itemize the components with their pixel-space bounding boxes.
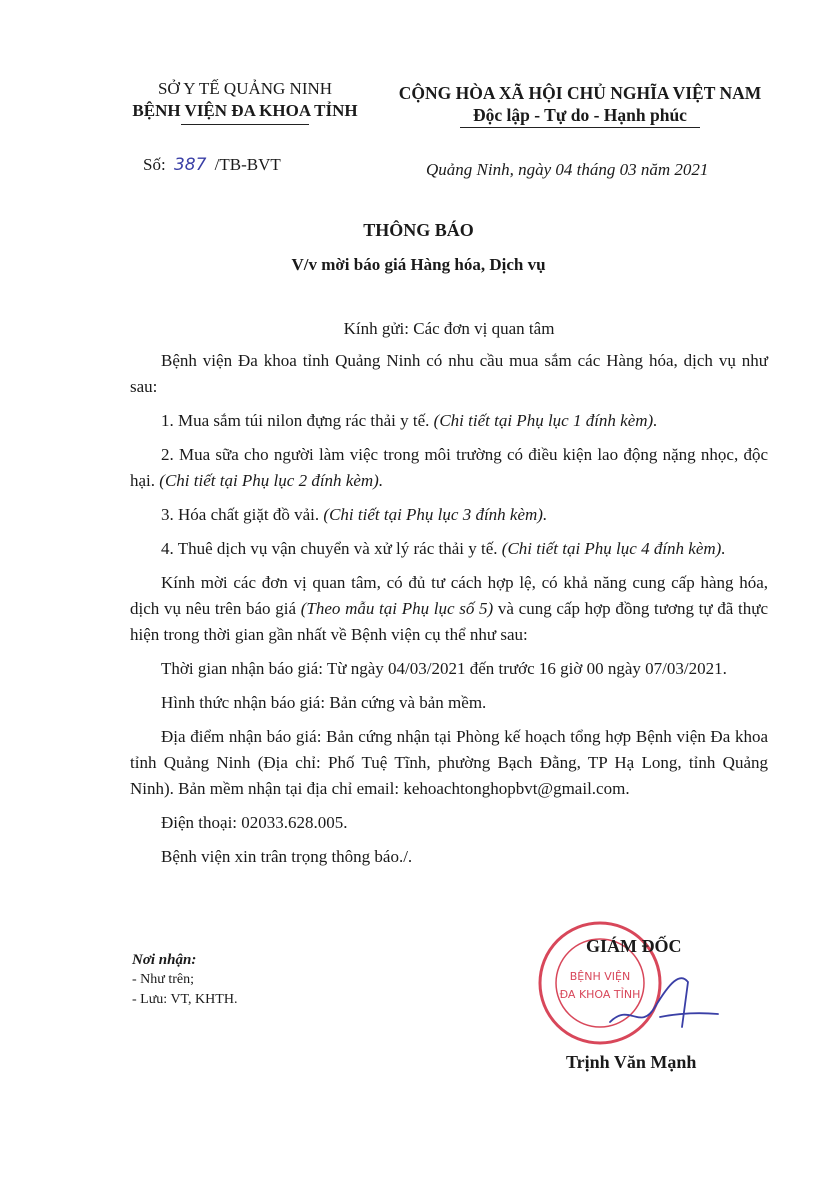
- document-subtitle: V/v mời báo giá Hàng hóa, Dịch vụ: [291, 255, 546, 274]
- item-2-note: (Chi tiết tại Phụ lục 2 đính kèm).: [159, 471, 384, 490]
- issuing-org-header: [95, 78, 395, 125]
- list-item-4: [130, 536, 768, 562]
- intro-paragraph: Bệnh viện Đa khoa tỉnh Quảng Ninh có nhu cầu mua sắm các Hàng hóa, dịch vụ như sau:: [130, 351, 768, 396]
- motto-underline: [460, 127, 700, 128]
- recipient-item: - Như trên;: [132, 972, 195, 987]
- signature-stroke: [610, 978, 718, 1027]
- recipient-item: - Lưu: VT, KHTH.: [132, 992, 238, 1007]
- phone-paragraph: Điện thoại: 02033.628.005.: [161, 813, 348, 832]
- document-body: [130, 316, 768, 878]
- invite-text-1: Kính mời các đơn vị quan tâm, có đủ tư cách hợp lệ, có khả năng cung cấp hàng hóa, dịch vụ nêu trên báo giá: [130, 573, 768, 618]
- recipients-block: [132, 950, 237, 1010]
- national-motto: Độc lập - Tự do - Hạnh phúc: [473, 105, 687, 125]
- item-2-text: 2. Mua sữa cho người làm việc trong môi trường có điều kiện lao động nặng nhọc, độc hại.: [130, 445, 768, 490]
- stamp-text-line2: ĐA KHOA TỈNH: [559, 988, 641, 1001]
- item-1-text: 1. Mua sắm túi nilon đựng rác thải y tế.: [161, 411, 430, 430]
- item-3-note: (Chi tiết tại Phụ lục 3 đính kèm).: [323, 505, 548, 524]
- form-paragraph: Hình thức nhận báo giá: Bản cứng và bản mềm.: [161, 693, 487, 712]
- invite-note: (Theo mẫu tại Phụ lục số 5): [300, 599, 494, 618]
- list-item-3: [130, 502, 768, 528]
- department-name: SỞ Y TẾ QUẢNG NINH: [157, 79, 333, 98]
- list-item-2: [130, 442, 768, 494]
- national-header: [375, 82, 785, 128]
- number-label: Số:: [143, 155, 166, 174]
- signer-role: GIÁM ĐỐC: [586, 936, 682, 956]
- signer-name: Trịnh Văn Mạnh: [566, 1052, 697, 1072]
- document-title: THÔNG BÁO: [363, 220, 474, 240]
- document-number: [143, 155, 281, 175]
- country-name: CỘNG HÒA XÃ HỘI CHỦ NGHĨA VIỆT NAM: [398, 83, 762, 103]
- recipients-title: Nơi nhận:: [132, 952, 197, 968]
- item-4-text: 4. Thuê dịch vụ vận chuyển và xử lý rác thải y tế.: [161, 539, 498, 558]
- item-4-note: (Chi tiết tại Phụ lục 4 đính kèm).: [501, 539, 726, 558]
- time-paragraph: Thời gian nhận báo giá: Từ ngày 04/03/2021 đến trước 16 giờ 00 ngày 07/03/2021.: [161, 659, 727, 678]
- closing-paragraph: Bệnh viện xin trân trọng thông báo./.: [161, 847, 413, 866]
- stamp-text-line1: BỆNH VIỆN: [569, 970, 631, 983]
- item-1-note: (Chi tiết tại Phụ lục 1 đính kèm).: [433, 411, 658, 430]
- header-underline: [181, 124, 309, 125]
- handwritten-number: 387: [173, 155, 207, 175]
- item-3-text: 3. Hóa chất giặt đồ vải.: [161, 505, 320, 524]
- handwritten-signature: [600, 962, 720, 1042]
- list-item-1: [130, 408, 768, 434]
- location-paragraph: Địa điểm nhận báo giá: Bản cứng nhận tại Phòng kế hoạch tổng hợp Bệnh viện Đa khoa tỉnh Quảng Ninh (Địa chỉ: Phố Tuệ Tĩnh, phường Bạch Đằng, TP Hạ Long, tỉnh Quảng Ninh). Bản mềm nhận tại địa chỉ email: kehoachtonghopbvt@gmail.com.: [130, 727, 768, 798]
- invite-text-2: và cung cấp hợp đồng tương tự đã thực hiện trong thời gian gần nhất về Bệnh viện cụ thể như sau:: [130, 599, 769, 644]
- salutation: Kính gửi: Các đơn vị quan tâm: [343, 319, 555, 338]
- hospital-name: BỆNH VIỆN ĐA KHOA TỈNH: [132, 101, 358, 120]
- number-suffix: /TB-BVT: [214, 155, 281, 174]
- invite-paragraph: [130, 570, 768, 648]
- place-date: Quảng Ninh, ngày 04 tháng 03 năm 2021: [426, 160, 709, 179]
